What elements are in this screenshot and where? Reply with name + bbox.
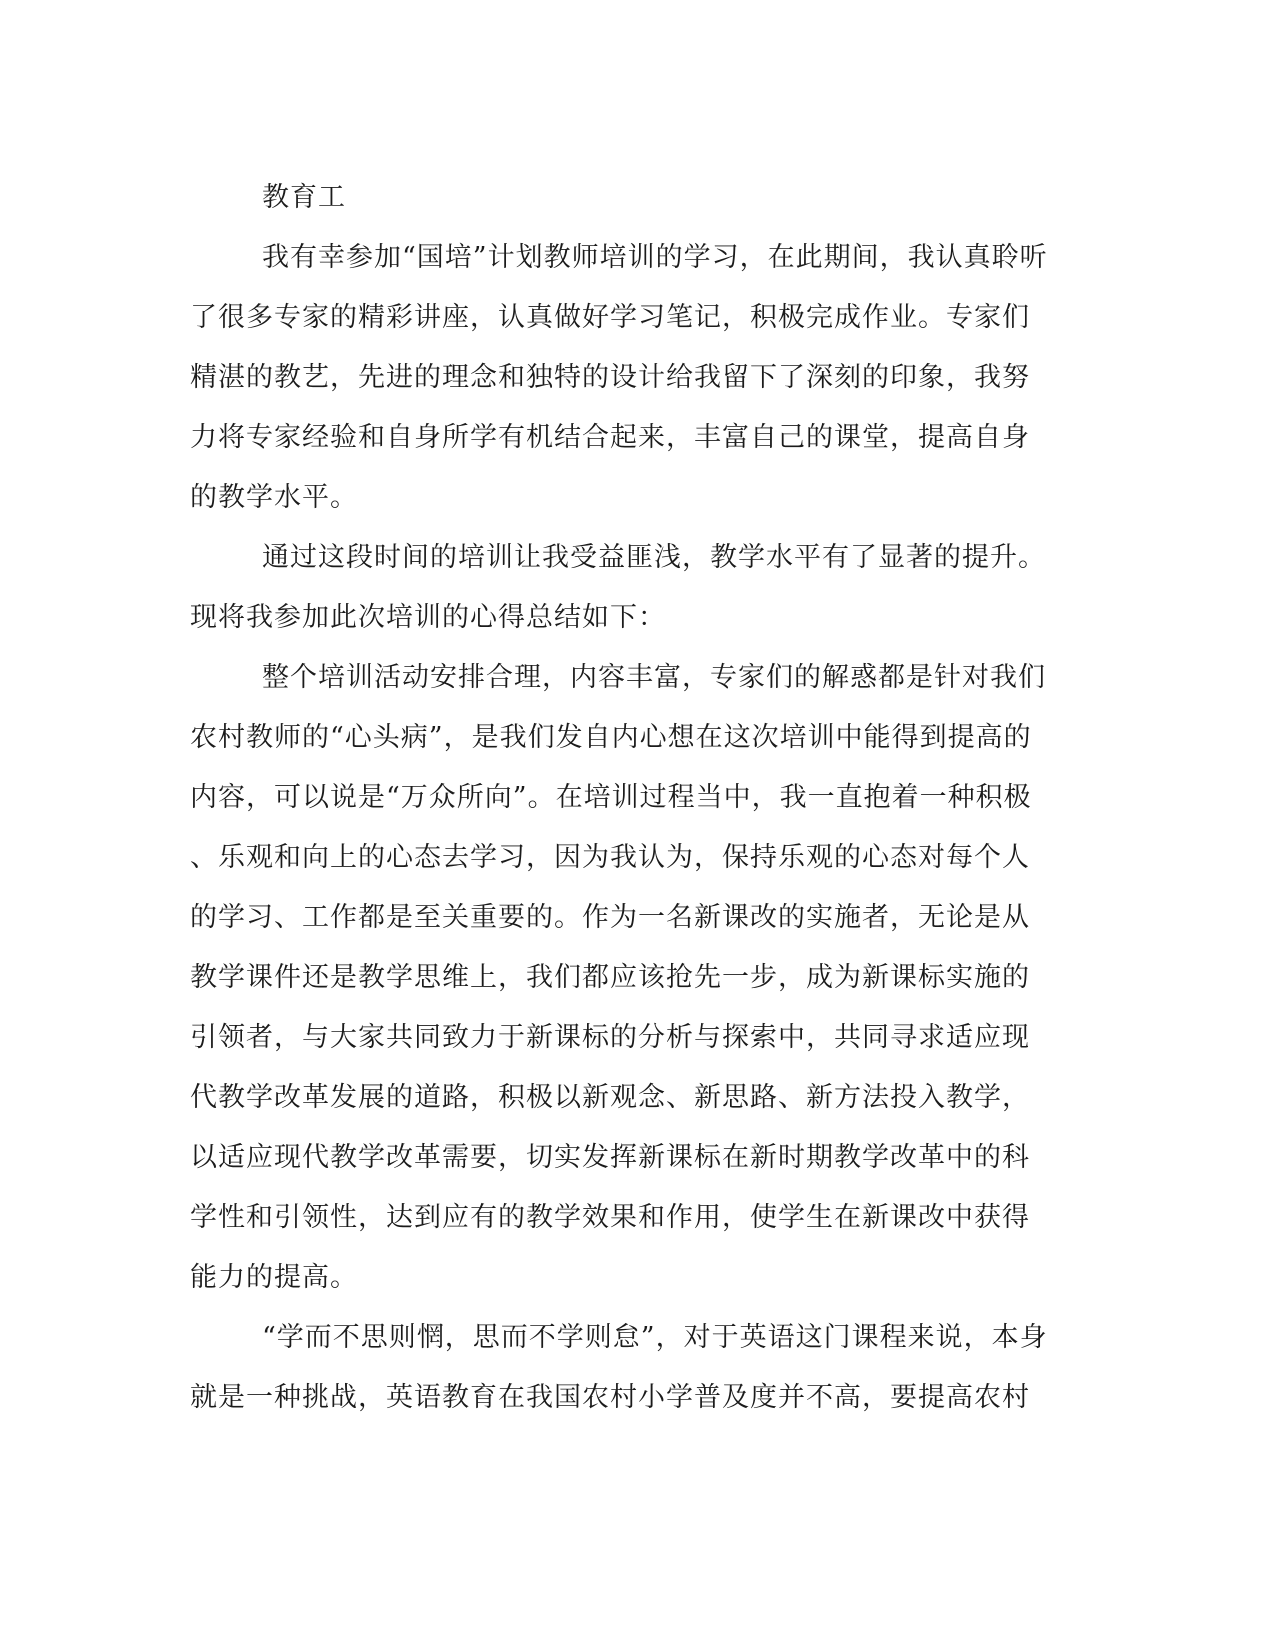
- paragraph-line: 精湛的教艺，先进的理念和独特的设计给我留下了深刻的印象，我努: [190, 362, 1030, 393]
- paragraph-line: 学性和引领性，达到应有的教学效果和作用，使学生在新课改中获得: [190, 1202, 1030, 1233]
- paragraph-line: 我有幸参加“国培”计划教师培训的学习，在此期间，我认真聆听: [262, 242, 1048, 273]
- paragraph-line: 力将专家经验和自身所学有机结合起来，丰富自己的课堂，提高自身: [190, 422, 1030, 453]
- paragraph-line: 通过这段时间的培训让我受益匪浅，教学水平有了显著的提升。: [262, 542, 1046, 573]
- paragraph-line: 的教学水平。: [190, 482, 358, 513]
- document-title: 教育工: [262, 182, 346, 213]
- paragraph-line: 、乐观和向上的心态去学习，因为我认为，保持乐观的心态对每个人: [190, 842, 1030, 873]
- paragraph-2: [190, 528, 1070, 648]
- paragraph-1: [190, 228, 1070, 528]
- paragraph-line: “学而不思则惘，思而不学则怠”，对于英语这门课程来说，本身: [262, 1322, 1048, 1353]
- paragraph-line: 代教学改革发展的道路，积极以新观念、新思路、新方法投入教学，: [190, 1082, 1030, 1113]
- paragraph-line: 现将我参加此次培训的心得总结如下：: [190, 602, 666, 633]
- paragraph-4: [190, 1308, 1070, 1428]
- paragraph-line: 以适应现代教学改革需要，切实发挥新课标在新时期教学改革中的科: [190, 1142, 1030, 1173]
- paragraph-line: 整个培训活动安排合理，内容丰富，专家们的解惑都是针对我们: [262, 662, 1046, 693]
- paragraph-line: 的学习、工作都是至关重要的。作为一名新课改的实施者，无论是从: [190, 902, 1030, 933]
- paragraph-line: 就是一种挑战，英语教育在我国农村小学普及度并不高，要提高农村: [190, 1382, 1030, 1413]
- paragraph-line: 能力的提高。: [190, 1262, 358, 1293]
- paragraph-line: 内容，可以说是“万众所向”。在培训过程当中，我一直抱着一种积极: [190, 782, 1032, 813]
- paragraph-line: 引领者，与大家共同致力于新课标的分析与探索中，共同寻求适应现: [190, 1022, 1030, 1053]
- paragraph-line: 教学课件还是教学思维上，我们都应该抢先一步，成为新课标实施的: [190, 962, 1030, 993]
- paragraph-line: 了很多专家的精彩讲座，认真做好学习笔记，积极完成作业。专家们: [190, 302, 1030, 333]
- paragraph-3: [190, 648, 1070, 1308]
- paragraph-line: 农村教师的“心头病”，是我们发自内心想在这次培训中能得到提高的: [190, 722, 1032, 753]
- document-body: [190, 168, 1070, 1428]
